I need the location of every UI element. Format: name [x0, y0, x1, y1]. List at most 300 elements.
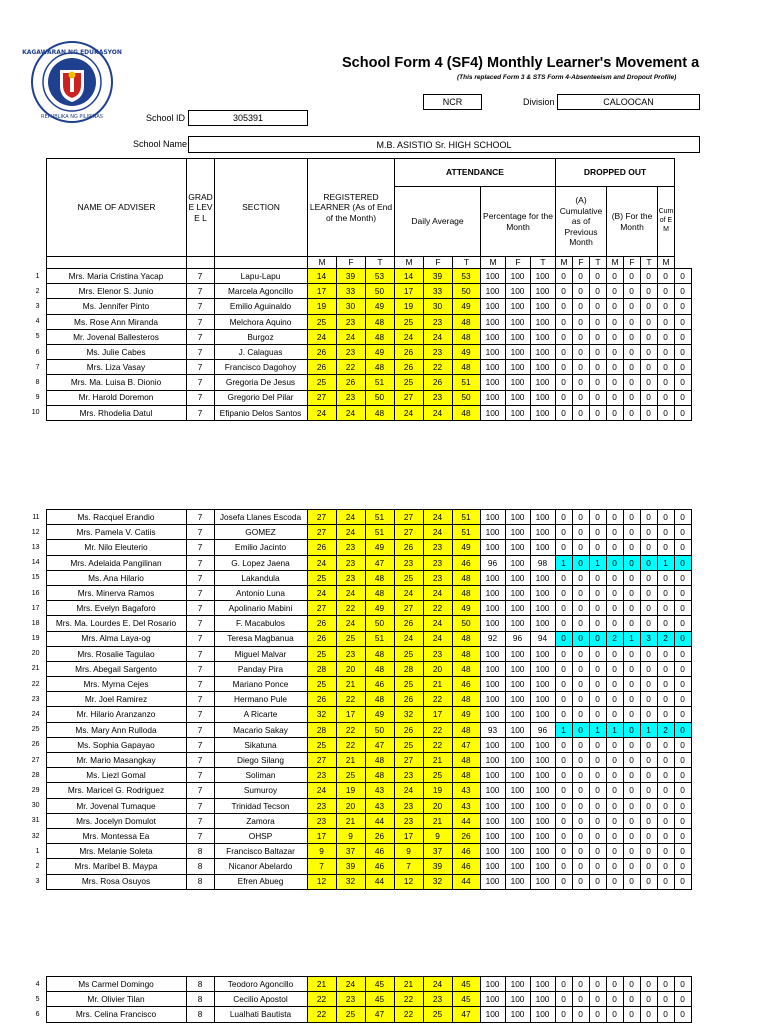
dropped-out-cell: 0: [572, 798, 589, 813]
dropped-out-cell: 0: [589, 405, 606, 420]
grade-level-cell: 7: [186, 616, 214, 631]
registered-learner-cell: 14: [307, 269, 336, 284]
dropped-out-cell: 0: [674, 284, 691, 299]
school-id-field: [188, 110, 308, 126]
row-number: 30: [31, 802, 40, 810]
grade-level-cell: 7: [186, 390, 214, 405]
registered-learner-cell: 44: [365, 813, 394, 828]
dropped-out-cell: 0: [589, 874, 606, 889]
dropped-out-cell: 0: [555, 844, 572, 859]
dropped-out-cell: 0: [623, 722, 640, 737]
section-name-cell: G. Lopez Jaena: [214, 555, 307, 570]
dropped-out-cell: 0: [606, 329, 623, 344]
adviser-name-cell: Mrs. Rosa Osuyos: [46, 874, 186, 889]
dropped-out-cell: 0: [657, 360, 674, 375]
data-table-block-1: [28, 268, 692, 421]
daily-average-cell: 27: [394, 601, 423, 616]
dropped-out-cell: 0: [623, 768, 640, 783]
dropped-out-cell: 0: [555, 299, 572, 314]
dropped-out-cell: 0: [640, 646, 657, 661]
grade-level-cell: 7: [186, 798, 214, 813]
dropped-out-cell: 0: [674, 570, 691, 585]
percentage-cell: 100: [480, 570, 505, 585]
daily-average-cell: 24: [423, 510, 452, 525]
dropped-out-cell: 0: [606, 828, 623, 843]
registered-learner-cell: 23: [336, 390, 365, 405]
table-row: [28, 360, 691, 375]
section-name-cell: Emilio Jacinto: [214, 540, 307, 555]
header-cumulative-prev: (A) Cumulative as of Previous Month: [556, 187, 607, 257]
registered-learner-cell: 51: [365, 510, 394, 525]
dropped-out-cell: 0: [623, 601, 640, 616]
registered-learner-cell: 24: [336, 329, 365, 344]
dropped-out-cell: 0: [623, 783, 640, 798]
section-name-cell: Zamora: [214, 813, 307, 828]
dropped-out-cell: 0: [657, 269, 674, 284]
dropped-out-cell: 0: [606, 707, 623, 722]
dropped-out-cell: 0: [589, 525, 606, 540]
dropped-out-cell: 0: [623, 1007, 640, 1022]
registered-learner-cell: 28: [307, 661, 336, 676]
form-title: School Form 4 (SF4) Monthly Learner's Movement a: [342, 55, 700, 71]
percentage-cell: 100: [530, 783, 555, 798]
percentage-cell: 100: [505, 375, 530, 390]
dropped-out-cell: 0: [657, 661, 674, 676]
dropped-out-cell: 0: [657, 299, 674, 314]
daily-average-cell: 26: [394, 360, 423, 375]
daily-average-cell: 39: [423, 269, 452, 284]
daily-average-cell: 24: [394, 783, 423, 798]
dropped-out-cell: 0: [623, 540, 640, 555]
adviser-name-cell: Ms. Sophia Gapayao: [46, 737, 186, 752]
dropped-out-cell: 0: [674, 269, 691, 284]
row-number: 9: [35, 394, 40, 402]
header-adviser: NAME OF ADVISER: [47, 159, 187, 257]
dropped-out-cell: 0: [606, 375, 623, 390]
daily-average-cell: 24: [394, 585, 423, 600]
dropped-out-cell: 0: [589, 360, 606, 375]
dropped-out-cell: 0: [640, 570, 657, 585]
dropped-out-cell: 0: [555, 390, 572, 405]
row-number: 27: [31, 756, 40, 764]
dropped-out-cell: 0: [555, 874, 572, 889]
dropped-out-cell: 0: [589, 631, 606, 646]
row-number: 1: [35, 272, 40, 280]
dropped-out-cell: 0: [657, 570, 674, 585]
section-name-cell: Efipanio Delos Santos: [214, 405, 307, 420]
daily-average-cell: 26: [394, 344, 423, 359]
registered-learner-cell: 24: [307, 329, 336, 344]
daily-average-cell: 48: [452, 405, 480, 420]
dropped-out-cell: 0: [572, 707, 589, 722]
dropped-out-cell: 0: [589, 677, 606, 692]
dropped-out-cell: 0: [674, 314, 691, 329]
dropped-out-cell: 0: [606, 783, 623, 798]
dropped-out-cell: 0: [623, 510, 640, 525]
dropped-out-cell: 0: [572, 525, 589, 540]
dropped-out-cell: 0: [555, 737, 572, 752]
adviser-name-cell: Ms. Rose Ann Miranda: [46, 314, 186, 329]
registered-learner-cell: 27: [307, 525, 336, 540]
dropped-out-cell: 0: [657, 1007, 674, 1022]
table-row: [28, 314, 691, 329]
dropped-out-cell: 0: [572, 753, 589, 768]
adviser-name-cell: Mrs. Ma. Lourdes E. Del Rosario: [46, 616, 186, 631]
registered-learner-cell: 50: [365, 284, 394, 299]
percentage-cell: 100: [505, 555, 530, 570]
dropped-out-cell: 0: [640, 753, 657, 768]
dropped-out-cell: 0: [589, 540, 606, 555]
header-cumulative-end: Cum of E M: [658, 187, 675, 257]
daily-average-cell: 19: [394, 299, 423, 314]
registered-learner-cell: 48: [365, 585, 394, 600]
division-field: [557, 94, 700, 110]
daily-average-cell: 44: [452, 813, 480, 828]
grade-level-cell: 7: [186, 585, 214, 600]
percentage-cell: 100: [530, 390, 555, 405]
region-value: NCR: [442, 97, 463, 107]
registered-learner-cell: 17: [307, 828, 336, 843]
grade-level-cell: 7: [186, 722, 214, 737]
dropped-out-cell: 0: [674, 692, 691, 707]
registered-learner-cell: 24: [336, 405, 365, 420]
dropped-out-cell: 0: [640, 828, 657, 843]
percentage-cell: 100: [530, 616, 555, 631]
dropped-out-cell: 0: [674, 540, 691, 555]
registered-learner-cell: 44: [365, 874, 394, 889]
percentage-cell: 92: [480, 631, 505, 646]
percentage-cell: 100: [530, 585, 555, 600]
registered-learner-cell: 20: [336, 798, 365, 813]
region-field: [423, 94, 482, 110]
percentage-cell: 100: [480, 540, 505, 555]
row-number: 2: [35, 287, 40, 295]
daily-average-cell: 43: [452, 798, 480, 813]
daily-average-cell: 25: [394, 737, 423, 752]
dropped-out-cell: 0: [606, 525, 623, 540]
registered-learner-cell: 32: [336, 874, 365, 889]
school-name-field: [188, 136, 700, 153]
dropped-out-cell: 0: [555, 329, 572, 344]
percentage-cell: 100: [480, 992, 505, 1007]
percentage-cell: 100: [505, 510, 530, 525]
header-sub-f: F: [506, 257, 531, 269]
daily-average-cell: 26: [423, 375, 452, 390]
registered-learner-cell: 12: [307, 874, 336, 889]
dropped-out-cell: 0: [623, 677, 640, 692]
dropped-out-cell: 0: [606, 540, 623, 555]
dropped-out-cell: 1: [555, 555, 572, 570]
row-number: 22: [31, 680, 40, 688]
header-sub-m: M: [395, 257, 424, 269]
percentage-cell: 100: [505, 1007, 530, 1022]
dropped-out-cell: 0: [606, 570, 623, 585]
daily-average-cell: 24: [423, 329, 452, 344]
table-row: [28, 299, 691, 314]
registered-learner-cell: 25: [307, 737, 336, 752]
dropped-out-cell: 0: [640, 601, 657, 616]
registered-learner-cell: 32: [307, 707, 336, 722]
dropped-out-cell: 0: [555, 977, 572, 992]
percentage-cell: 100: [530, 798, 555, 813]
percentage-cell: 100: [480, 677, 505, 692]
dropped-out-cell: 0: [674, 783, 691, 798]
table-row: [28, 722, 691, 737]
dropped-out-cell: 0: [623, 977, 640, 992]
dropped-out-cell: 2: [657, 631, 674, 646]
dropped-out-cell: 0: [640, 585, 657, 600]
registered-learner-cell: 46: [365, 844, 394, 859]
registered-learner-cell: 27: [307, 601, 336, 616]
grade-level-cell: 7: [186, 344, 214, 359]
daily-average-cell: 51: [452, 525, 480, 540]
dropped-out-cell: 0: [623, 646, 640, 661]
dropped-out-cell: 0: [640, 616, 657, 631]
dropped-out-cell: 0: [657, 798, 674, 813]
grade-level-cell: 7: [186, 329, 214, 344]
dropped-out-cell: 0: [572, 284, 589, 299]
dropped-out-cell: 0: [640, 540, 657, 555]
percentage-cell: 100: [505, 570, 530, 585]
table-row: [28, 269, 691, 284]
percentage-cell: 100: [530, 874, 555, 889]
daily-average-cell: 45: [452, 992, 480, 1007]
dropped-out-cell: 0: [674, 1007, 691, 1022]
registered-learner-cell: 49: [365, 344, 394, 359]
percentage-cell: 94: [530, 631, 555, 646]
dropped-out-cell: 0: [623, 570, 640, 585]
adviser-name-cell: Mrs. Maribel B. Maypa: [46, 859, 186, 874]
grade-level-cell: 7: [186, 405, 214, 420]
dropped-out-cell: 0: [674, 707, 691, 722]
daily-average-cell: 50: [452, 390, 480, 405]
registered-learner-cell: 24: [307, 555, 336, 570]
table-row: [28, 510, 691, 525]
dropped-out-cell: 0: [589, 661, 606, 676]
daily-average-cell: 24: [423, 585, 452, 600]
percentage-cell: 100: [530, 540, 555, 555]
percentage-cell: 96: [505, 631, 530, 646]
daily-average-cell: 28: [394, 661, 423, 676]
registered-learner-cell: 48: [365, 661, 394, 676]
daily-average-cell: 45: [452, 977, 480, 992]
division-label: Division: [523, 97, 555, 107]
registered-learner-cell: 45: [365, 977, 394, 992]
registered-learner-cell: 25: [307, 314, 336, 329]
table-row: [28, 390, 691, 405]
section-name-cell: Lakandula: [214, 570, 307, 585]
header-blank-cell: [47, 257, 187, 269]
daily-average-cell: 27: [394, 525, 423, 540]
registered-learner-cell: 51: [365, 525, 394, 540]
dropped-out-cell: 0: [555, 570, 572, 585]
percentage-cell: 100: [505, 390, 530, 405]
percentage-cell: 100: [530, 646, 555, 661]
dropped-out-cell: 0: [657, 405, 674, 420]
dropped-out-cell: 0: [555, 859, 572, 874]
dropped-out-cell: 2: [657, 722, 674, 737]
daily-average-cell: 27: [394, 390, 423, 405]
percentage-cell: 100: [480, 977, 505, 992]
row-number: 31: [31, 817, 40, 825]
table-row: [28, 570, 691, 585]
table-row: [28, 646, 691, 661]
grade-level-cell: 7: [186, 768, 214, 783]
registered-learner-cell: 9: [336, 828, 365, 843]
header-sub-t: T: [366, 257, 395, 269]
row-number: 18: [31, 619, 40, 627]
registered-learner-cell: 25: [336, 768, 365, 783]
dropped-out-cell: 0: [674, 874, 691, 889]
table-row: [28, 707, 691, 722]
percentage-cell: 100: [480, 692, 505, 707]
percentage-cell: 100: [480, 646, 505, 661]
registered-learner-cell: 23: [307, 768, 336, 783]
dropped-out-cell: 0: [640, 405, 657, 420]
dropped-out-cell: 0: [640, 707, 657, 722]
dropped-out-cell: 0: [606, 646, 623, 661]
registered-learner-cell: 21: [336, 813, 365, 828]
header-sub-t: T: [590, 257, 607, 269]
daily-average-cell: 44: [452, 874, 480, 889]
daily-average-cell: 23: [423, 992, 452, 1007]
percentage-cell: 100: [505, 360, 530, 375]
dropped-out-cell: 0: [657, 692, 674, 707]
dropped-out-cell: 0: [572, 859, 589, 874]
registered-learner-cell: 27: [307, 510, 336, 525]
row-number: 8: [35, 378, 40, 386]
registered-learner-cell: 26: [336, 375, 365, 390]
daily-average-cell: 47: [452, 737, 480, 752]
daily-average-cell: 30: [423, 299, 452, 314]
adviser-name-cell: Ms. Racquel Erandio: [46, 510, 186, 525]
dropped-out-cell: 0: [657, 753, 674, 768]
registered-learner-cell: 25: [336, 1007, 365, 1022]
percentage-cell: 100: [480, 390, 505, 405]
row-number: 32: [31, 832, 40, 840]
table-row: [28, 540, 691, 555]
daily-average-cell: 50: [452, 284, 480, 299]
percentage-cell: 100: [530, 314, 555, 329]
row-number: 12: [31, 528, 40, 536]
dropped-out-cell: 0: [623, 269, 640, 284]
dropped-out-cell: 0: [589, 753, 606, 768]
dropped-out-cell: 0: [640, 661, 657, 676]
grade-level-cell: 7: [186, 677, 214, 692]
registered-learner-cell: 9: [307, 844, 336, 859]
daily-average-cell: 23: [423, 344, 452, 359]
percentage-cell: 100: [530, 753, 555, 768]
row-number: 2: [35, 862, 40, 870]
dropped-out-cell: 0: [640, 510, 657, 525]
registered-learner-cell: 26: [365, 828, 394, 843]
percentage-cell: 100: [505, 828, 530, 843]
header-registered: REGISTERED LEARNER (As of End of the Month): [308, 159, 395, 257]
table-row: [28, 753, 691, 768]
daily-average-cell: 25: [394, 646, 423, 661]
dropped-out-cell: 0: [657, 813, 674, 828]
daily-average-cell: 23: [423, 540, 452, 555]
dropped-out-cell: 0: [589, 844, 606, 859]
section-name-cell: Francisco Baltazar: [214, 844, 307, 859]
daily-average-cell: 22: [423, 360, 452, 375]
adviser-name-cell: Mrs. Maricel G. Rodriguez: [46, 783, 186, 798]
adviser-name-cell: Mrs. Adelaida Pangilinan: [46, 555, 186, 570]
percentage-cell: 100: [530, 510, 555, 525]
dropped-out-cell: 0: [555, 616, 572, 631]
dropped-out-cell: 0: [572, 977, 589, 992]
daily-average-cell: 9: [423, 828, 452, 843]
table-row: [28, 1007, 691, 1022]
dropped-out-cell: 0: [606, 405, 623, 420]
row-number: 23: [31, 695, 40, 703]
daily-average-cell: 47: [452, 1007, 480, 1022]
registered-learner-cell: 23: [336, 992, 365, 1007]
registered-learner-cell: 22: [307, 992, 336, 1007]
section-name-cell: Sikatuna: [214, 737, 307, 752]
dropped-out-cell: 0: [572, 570, 589, 585]
daily-average-cell: 48: [452, 631, 480, 646]
percentage-cell: 100: [505, 783, 530, 798]
daily-average-cell: 17: [394, 284, 423, 299]
section-name-cell: Macario Sakay: [214, 722, 307, 737]
registered-learner-cell: 47: [365, 737, 394, 752]
adviser-name-cell: Mrs. Elenor S. Junio: [46, 284, 186, 299]
registered-learner-cell: 48: [365, 570, 394, 585]
registered-learner-cell: 22: [336, 360, 365, 375]
dropped-out-cell: 0: [674, 646, 691, 661]
dropped-out-cell: 0: [606, 555, 623, 570]
section-name-cell: Nicanor Abelardo: [214, 859, 307, 874]
registered-learner-cell: 50: [365, 390, 394, 405]
row-number: 4: [35, 318, 40, 326]
registered-learner-cell: 48: [365, 329, 394, 344]
registered-learner-cell: 23: [307, 798, 336, 813]
dropped-out-cell: 0: [589, 269, 606, 284]
adviser-name-cell: Mr. Joel Ramirez: [46, 692, 186, 707]
dropped-out-cell: 0: [674, 722, 691, 737]
registered-learner-cell: 25: [307, 677, 336, 692]
percentage-cell: 100: [530, 360, 555, 375]
daily-average-cell: 25: [394, 314, 423, 329]
daily-average-cell: 32: [423, 874, 452, 889]
dropped-out-cell: 0: [572, 874, 589, 889]
dropped-out-cell: 0: [589, 390, 606, 405]
percentage-cell: 100: [505, 344, 530, 359]
header-dropped-out: DROPPED OUT: [556, 159, 675, 187]
section-name-cell: GOMEZ: [214, 525, 307, 540]
registered-learner-cell: 25: [336, 631, 365, 646]
percentage-cell: 100: [480, 707, 505, 722]
registered-learner-cell: 47: [365, 1007, 394, 1022]
dropped-out-cell: 0: [657, 284, 674, 299]
row-number: 3: [35, 302, 40, 310]
dropped-out-cell: 0: [674, 977, 691, 992]
percentage-cell: 100: [530, 692, 555, 707]
adviser-name-cell: Ms. Julie Cabes: [46, 344, 186, 359]
dropped-out-cell: 0: [589, 284, 606, 299]
percentage-cell: 100: [530, 859, 555, 874]
registered-learner-cell: 22: [336, 601, 365, 616]
dropped-out-cell: 0: [623, 661, 640, 676]
percentage-cell: 100: [505, 977, 530, 992]
registered-learner-cell: 48: [365, 692, 394, 707]
percentage-cell: 100: [530, 844, 555, 859]
percentage-cell: 100: [505, 601, 530, 616]
section-name-cell: Teodoro Agoncillo: [214, 977, 307, 992]
dropped-out-cell: 1: [555, 722, 572, 737]
adviser-name-cell: Mrs. Liza Vasay: [46, 360, 186, 375]
